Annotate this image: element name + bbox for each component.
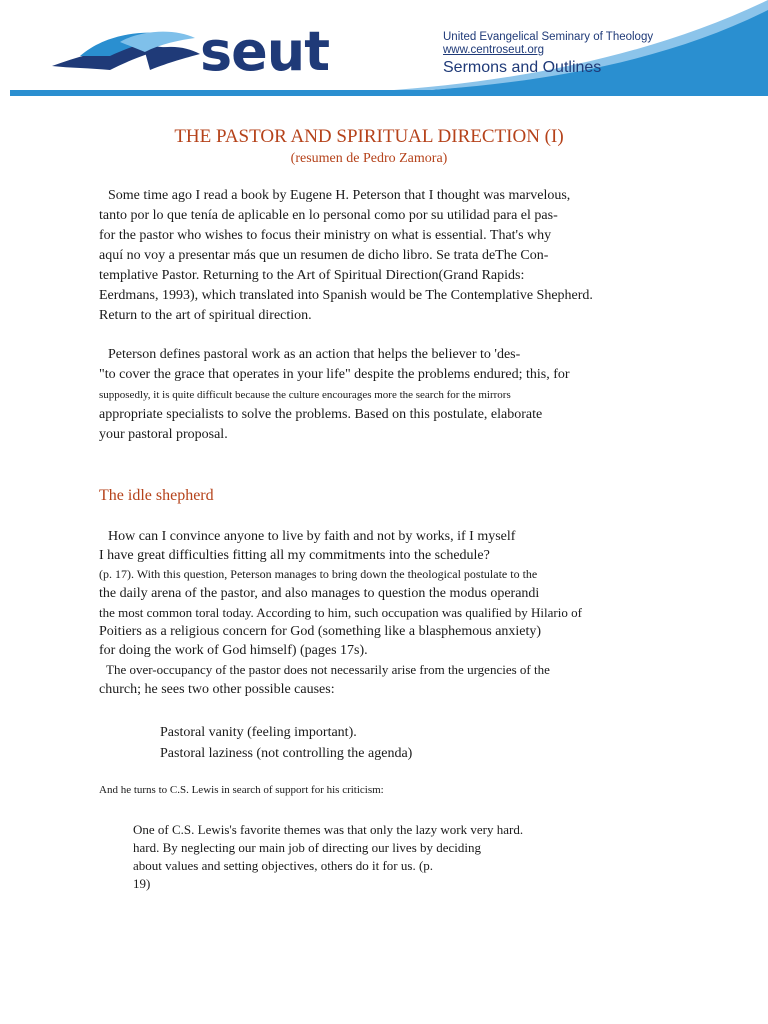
document-subtitle: (resumen de Pedro Zamora) — [290, 151, 448, 166]
text-line: appropriate specialists to solve the problems. Based on this postulate, elaborate — [99, 407, 543, 422]
text-line: Poitiers as a religious concern for God (something like a blasphemous anxiety) — [99, 624, 542, 639]
paragraph-definition — [99, 345, 570, 445]
text-line: How can I convince anyone to live by faith and not by works, if I myself — [108, 529, 516, 544]
section-name: Sermons and Outlines — [443, 59, 602, 76]
text-line: the daily arena of the pastor, and also manages to question the modus operandi — [99, 586, 540, 601]
list-item: Pastoral laziness (not controlling the agenda) — [160, 746, 413, 761]
page-header — [0, 0, 768, 96]
quote-line: One of C.S. Lewis's favorite themes was that only the lazy work very hard. — [133, 822, 524, 837]
text-line: templative Pastor. Returning to the Art of Spiritual Direction(Grand Rapids: — [99, 268, 525, 283]
header-info — [443, 30, 653, 78]
seut-logo-text: seut — [200, 20, 330, 83]
text-line: aquí no voy a presentar más que un resumen de dicho libro. Se trata deThe Con- — [99, 248, 549, 263]
quote-line: hard. By neglecting our main job of directing our lives by deciding — [133, 840, 482, 855]
org-name: United Evangelical Seminary of Theology — [443, 31, 654, 43]
text-line: supposedly, it is quite difficult because the culture encourages more the search for the mirrors — [99, 389, 511, 401]
text-line: for doing the work of God himself) (pages 17s). — [99, 643, 368, 658]
text-line: The over-occupancy of the pastor does not necessarily arise from the urgencies of the — [106, 662, 550, 677]
text-line: church; he sees two other possible causes: — [99, 682, 335, 697]
quote-line: about values and setting objectives, others do it for us. (p. — [133, 858, 434, 873]
paragraph-idle-shepherd — [99, 527, 582, 700]
text-line: Peterson defines pastoral work as an action that helps the believer to 'des- — [108, 347, 521, 362]
document-title: THE PASTOR AND SPIRITUAL DIRECTION (I) — [174, 126, 564, 147]
site-link[interactable]: www.centroseut.org — [443, 44, 544, 56]
text-line: Eerdmans, 1993), which translated into Spanish would be The Contemplative Shepherd. — [99, 288, 593, 303]
text-line: the most common toral today. According to him, such occupation was qualified by Hilario of — [99, 605, 582, 620]
text-line: "to cover the grace that operates in your life" despite the problems endured; this, for — [99, 367, 570, 382]
lewis-quote — [133, 821, 523, 893]
causes-list — [160, 722, 412, 764]
list-item: Pastoral vanity (feeling important). — [160, 725, 357, 740]
section-heading: The idle shepherd — [99, 487, 214, 504]
text-line: And he turns to C.S. Lewis in search of support for his criticism: — [99, 784, 384, 796]
text-line: Some time ago I read a book by Eugene H. Peterson that I thought was marvelous, — [108, 188, 571, 203]
text-line: tanto por lo que tenía de aplicable en lo personal como por su utilidad para el pas- — [99, 208, 558, 223]
text-line: I have great difficulties fitting all my commitments into the schedule? — [99, 548, 490, 563]
text-line: (p. 17). With this question, Peterson manages to bring down the theological postulate to the — [99, 567, 538, 581]
paragraph-intro — [99, 186, 593, 326]
text-line: for the pastor who wishes to focus their ministry on what is essential. That's why — [99, 228, 552, 243]
quote-line: 19) — [133, 876, 151, 891]
lewis-intro — [99, 782, 384, 798]
text-line: Return to the art of spiritual direction. — [99, 308, 312, 323]
text-line: your pastoral proposal. — [99, 427, 228, 442]
